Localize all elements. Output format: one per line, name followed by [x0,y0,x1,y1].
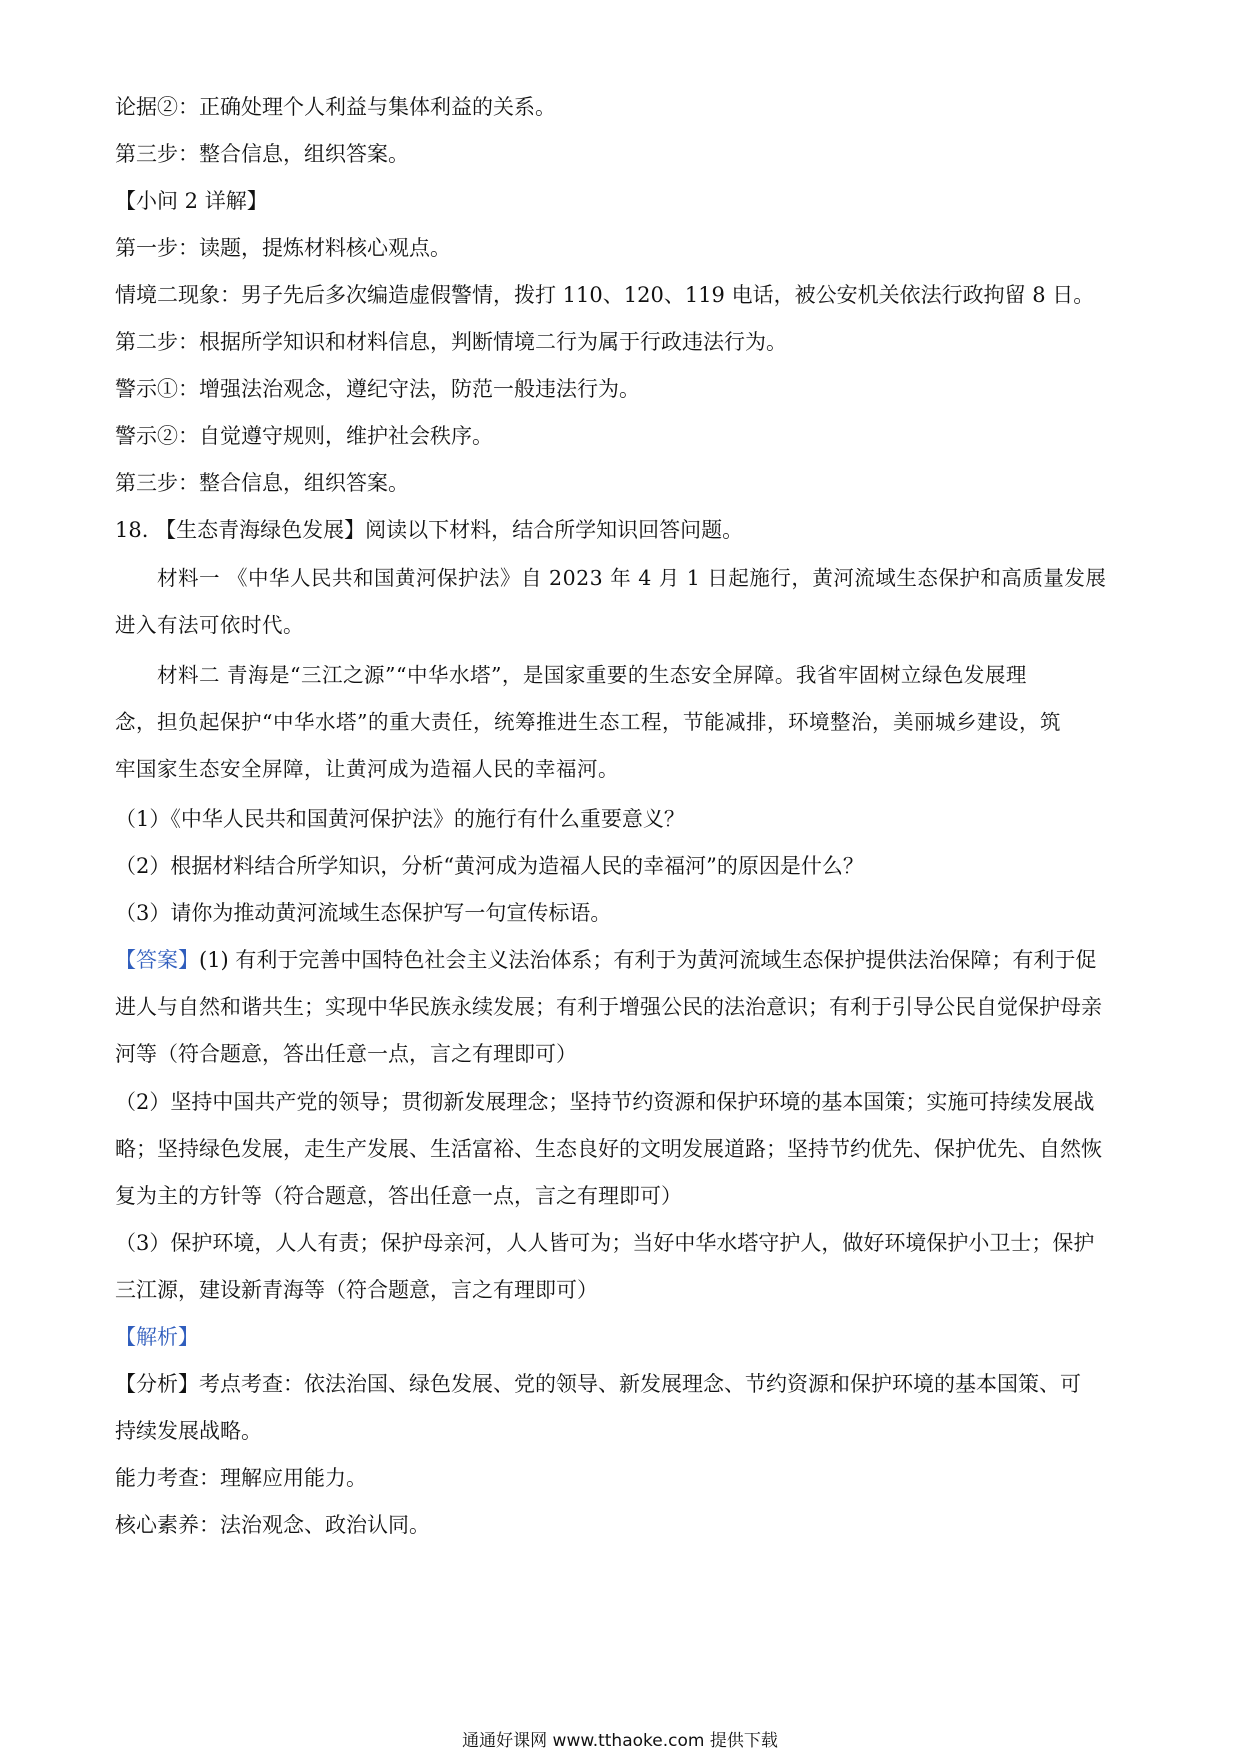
text-line: 情境二现象：男子先后多次编造虚假警情，拨打 110、120、119 电话，被公安机关依法行政拘留 8 日。 [115,283,1095,307]
text-line: 第三步：整合信息，组织答案。 [115,142,409,166]
question-heading: 18. 【生态青海绿色发展】阅读以下材料，结合所学知识回答问题。 [115,518,744,542]
sub-question: （1）《中华人民共和国黄河保护法》的施行有什么重要意义？ [115,807,685,831]
sub-question: （2）根据材料结合所学知识，分析“黄河成为造福人民的幸福河”的原因是什么？ [115,854,864,878]
text-line: 第三步：整合信息，组织答案。 [115,471,409,495]
answer-line: （3）保护环境，人人有责；保护母亲河，人人皆可为；当好中华水塔守护人，做好环境保护小卫士；保护 [115,1231,1095,1255]
section-heading: 【小问 2 详解】 [115,189,268,213]
answer-line: 三江源，建设新青海等（符合题意，言之有理即可） [115,1278,598,1302]
answer-line: （2）坚持中国共产党的领导；贯彻新发展理念；坚持节约资源和保护环境的基本国策；实施可持续发展战 [115,1090,1095,1114]
text-line: 论据②：正确处理个人利益与集体利益的关系。 [115,95,556,119]
analysis-line: 【分析】考点考查：依法治国、绿色发展、党的领导、新发展理念、节约资源和保护环境的基本国策、可 [115,1372,1081,1396]
analysis-line: 能力考查：理解应用能力。 [115,1466,367,1490]
answer-line: 略；坚持绿色发展，走生产发展、生活富裕、生态良好的文明发展道路；坚持节约优先、保护优先、自然恢 [115,1137,1102,1161]
answer-line: 进人与自然和谐共生；实现中华民族永续发展；有利于增强公民的法治意识；有利于引导公民自觉保护母亲 [115,995,1102,1019]
answer-line: 河等（符合题意，答出任意一点，言之有理即可） [115,1042,577,1066]
material-line: 材料一 《中华人民共和国黄河保护法》自 2023 年 4 月 1 日起施行，黄河流域生态保护和高质量发展 [157,566,1107,590]
analysis-line: 核心素养：法治观念、政治认同。 [115,1513,430,1537]
answer-first-line [115,946,1130,974]
answer-text: (1) 有利于完善中国特色社会主义法治体系；有利于为黄河流域生态保护提供法治保障；有利于促 [199,948,1097,972]
answer-line: 复为主的方针等（符合题意，答出任意一点，言之有理即可） [115,1184,682,1208]
analysis-label: 【解析】 [115,1325,199,1349]
text-line: 第一步：读题，提炼材料核心观点。 [115,236,451,260]
material-line: 牢国家生态安全屏障，让黄河成为造福人民的幸福河。 [115,757,619,781]
text-line: 警示②：自觉遵守规则，维护社会秩序。 [115,424,493,448]
analysis-line: 持续发展战略。 [115,1419,262,1443]
answer-label: 【答案】 [115,948,199,972]
material-line: 进入有法可依时代。 [115,613,304,637]
text-line: 警示①：增强法治观念，遵纪守法，防范一般违法行为。 [115,377,640,401]
sub-question: （3）请你为推动黄河流域生态保护写一句宣传标语。 [115,901,612,925]
material-line: 念，担负起保护“中华水塔”的重大责任，统筹推进生态工程，节能减排，环境整治，美丽城乡建设，筑 [115,710,1061,734]
footer-watermark: 通通好课网 www.tthaoke.com 提供下载 [462,1731,778,1751]
material-line: 材料二 青海是“三江之源”“中华水塔”，是国家重要的生态安全屏障。我省牢固树立绿色发展理 [157,663,1027,687]
text-line: 第二步：根据所学知识和材料信息，判断情境二行为属于行政违法行为。 [115,330,787,354]
